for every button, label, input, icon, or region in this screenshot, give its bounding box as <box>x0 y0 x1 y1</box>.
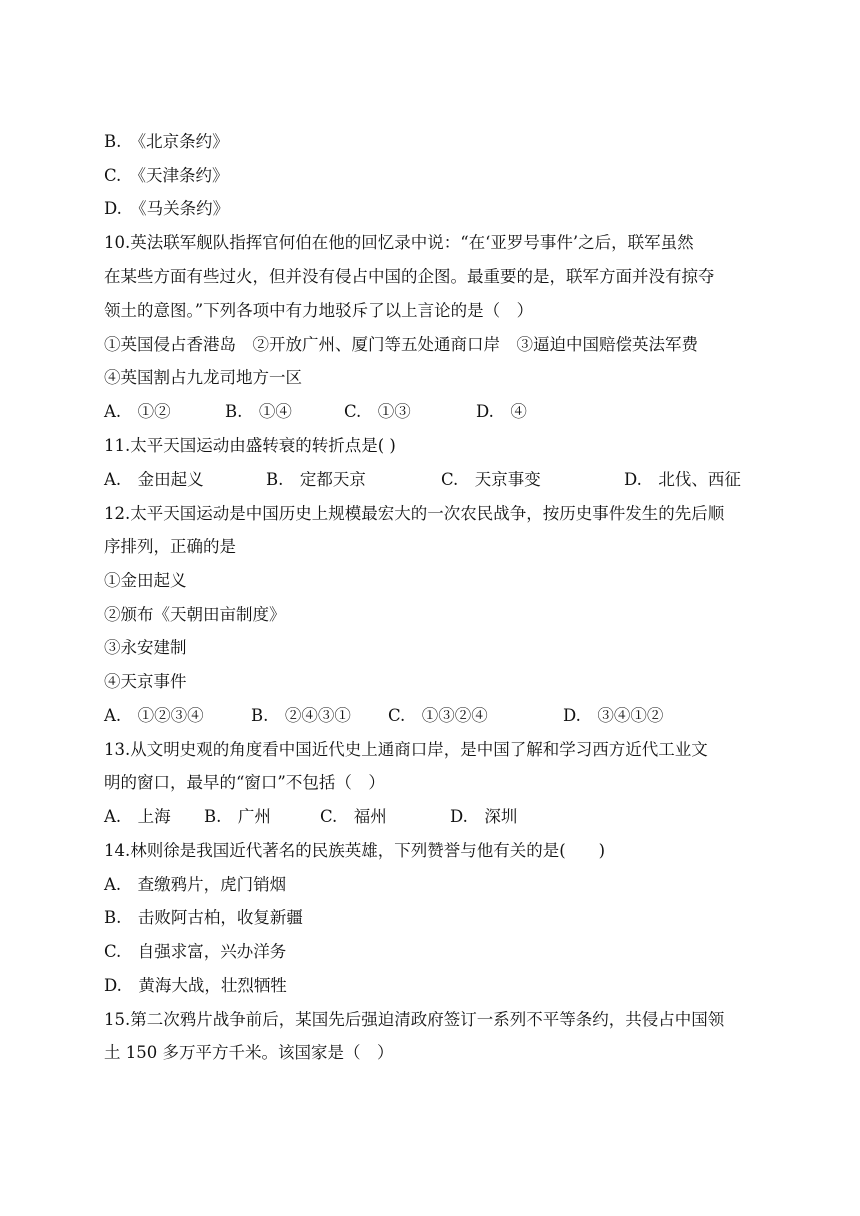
q12-option-d: D. ③④①② <box>563 706 664 725</box>
q14-stem: 14.林则徐是我国近代著名的民族英雄，下列赞誉与他有关的是( ) <box>104 841 606 860</box>
q11-stem: 11.太平天国运动由盛转衰的转折点是( ) <box>104 436 396 455</box>
q12-item-2: ②颁布《天朝田亩制度》 <box>104 605 286 624</box>
q15-stem-line-1: 15.第二次鸦片战争前后，某国先后强迫清政府签订一系列不平等条约，共侵占中国领 <box>104 1010 725 1029</box>
q11-option-b: B. 定都天京 <box>266 470 366 489</box>
q13-option-b: B. 广州 <box>204 807 271 826</box>
q10-option-a: A. ①② <box>104 402 171 421</box>
q12-option-c: C. ①③②④ <box>388 706 488 725</box>
q14-option-c: C. 自强求富，兴办洋务 <box>104 942 287 961</box>
q10-items-line-2: ④英国割占九龙司地方一区 <box>104 368 302 387</box>
q10-stem-line-1: 10.英法联军舰队指挥官何伯在他的回忆录中说：“在‘亚罗号事件’之后，联军虽然 <box>104 233 694 252</box>
q13-stem-line-1: 13.从文明史观的角度看中国近代史上通商口岸，是中国了解和学习西方近代工业文 <box>104 740 708 759</box>
q11-option-a: A. 金田起义 <box>104 470 204 489</box>
q12-option-b: B. ②④③① <box>251 706 351 725</box>
q14-option-a: A. 查缴鸦片，虎门销烟 <box>104 875 287 894</box>
q15-stem-line-2: 土 150 多万平方千米。该国家是（ ） <box>104 1043 394 1062</box>
q10-stem-line-2: 在某些方面有些过火，但并没有侵占中国的企图。最重要的是，联军方面并没有掠夺 <box>104 267 715 286</box>
q11-option-d: D. 北伐、西征 <box>624 470 741 489</box>
q13-stem-line-2: 明的窗口，最早的“窗口”不包括（ ） <box>104 773 385 792</box>
q11-option-c: C. 天京事变 <box>441 470 541 489</box>
q9-option-b: B. 《北京条约》 <box>104 132 229 151</box>
q11-options <box>104 470 764 490</box>
q12-item-1: ①金田起义 <box>104 571 187 590</box>
q10-option-d: D. ④ <box>476 402 527 421</box>
q12-stem-line-1: 12.太平天国运动是中国历史上规模最宏大的一次农民战争，按历史事件发生的先后顺 <box>104 504 725 523</box>
q12-stem-line-2: 序排列，正确的是 <box>104 537 236 556</box>
q12-item-4: ④天京事件 <box>104 672 187 691</box>
q12-option-a: A. ①②③④ <box>104 706 204 725</box>
q14-option-d: D. 黄海大战，壮烈牺牲 <box>104 976 287 995</box>
q14-option-b: B. 击败阿古柏，收复新疆 <box>104 908 303 927</box>
q13-option-a: A. 上海 <box>104 807 171 826</box>
q10-option-c: C. ①③ <box>344 402 411 421</box>
q13-options <box>104 807 764 827</box>
q10-option-b: B. ①④ <box>225 402 292 421</box>
q12-options <box>104 706 764 726</box>
q10-items-line-1: ①英国侵占香港岛 ②开放广州、厦门等五处通商口岸 ③逼迫中国赔偿英法军费 <box>104 335 698 354</box>
q9-option-d: D. 《马关条约》 <box>104 199 230 218</box>
q13-option-c: C. 福州 <box>320 807 387 826</box>
q9-option-c: C. 《天津条约》 <box>104 166 229 185</box>
q12-item-3: ③永安建制 <box>104 638 187 657</box>
q13-option-d: D. 深圳 <box>450 807 518 826</box>
q10-options <box>104 402 764 422</box>
q10-stem-line-3: 领土的意图。”下列各项中有力地驳斥了以上言论的是（ ） <box>104 301 534 320</box>
